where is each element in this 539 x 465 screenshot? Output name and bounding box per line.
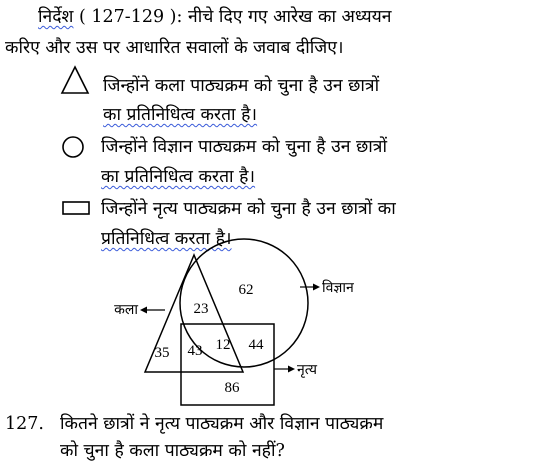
region-science-dance: 44 bbox=[248, 337, 264, 353]
legend-rectangle-line-2-text: प्रतिनिधित्व करता है। bbox=[101, 229, 232, 249]
science-label: विज्ञान bbox=[322, 281, 354, 296]
directions-line-2: करिए और उस पर आधारित सवालों के जवाब दीजिए। bbox=[5, 38, 344, 58]
directions-label: निर्देश bbox=[38, 7, 74, 27]
question-line-2: को चुना है कला पाठ्यक्रम को नहीं? bbox=[60, 441, 285, 461]
region-all-three: 12 bbox=[215, 337, 231, 353]
question-line-1: कितने छात्रों ने नृत्य पाठ्यक्रम और विज्ञान पाठ्यक्रम bbox=[60, 414, 384, 434]
science-arrowhead bbox=[313, 284, 320, 291]
question-number: 127. bbox=[5, 414, 44, 434]
legend-circle-line-2: का प्रतिनिधित्व करता है। bbox=[101, 167, 256, 187]
dance-label: नृत्य bbox=[297, 363, 317, 378]
region-arts-only: 35 bbox=[154, 345, 170, 361]
legend-triangle-line-2: का प्रतिनिधित्व करता है। bbox=[103, 105, 258, 125]
region-arts-dance: 43 bbox=[187, 343, 203, 359]
region-arts-science: 23 bbox=[193, 301, 209, 317]
directions-text: नीचे दिए गए आरेख का अध्ययन bbox=[188, 7, 392, 27]
arts-label: कला bbox=[114, 303, 138, 318]
region-science-only: 62 bbox=[238, 282, 254, 298]
dance-arrowhead bbox=[288, 366, 295, 373]
region-dance-only: 86 bbox=[224, 380, 240, 396]
directions-range: ( 127-129 ): bbox=[79, 7, 183, 27]
arts-arrowhead bbox=[140, 307, 147, 314]
legend-circle-line-1: जिन्होंने विज्ञान पाठ्यक्रम को चुना है उन छात्रों bbox=[101, 137, 388, 157]
legend-rectangle-line-1: जिन्होंने नृत्य पाठ्यक्रम को चुना है उन छात्रों का bbox=[101, 199, 396, 219]
legend-triangle-line-1: जिन्होंने कला पाठ्यक्रम को चुना है उन छात्रों bbox=[103, 76, 380, 96]
